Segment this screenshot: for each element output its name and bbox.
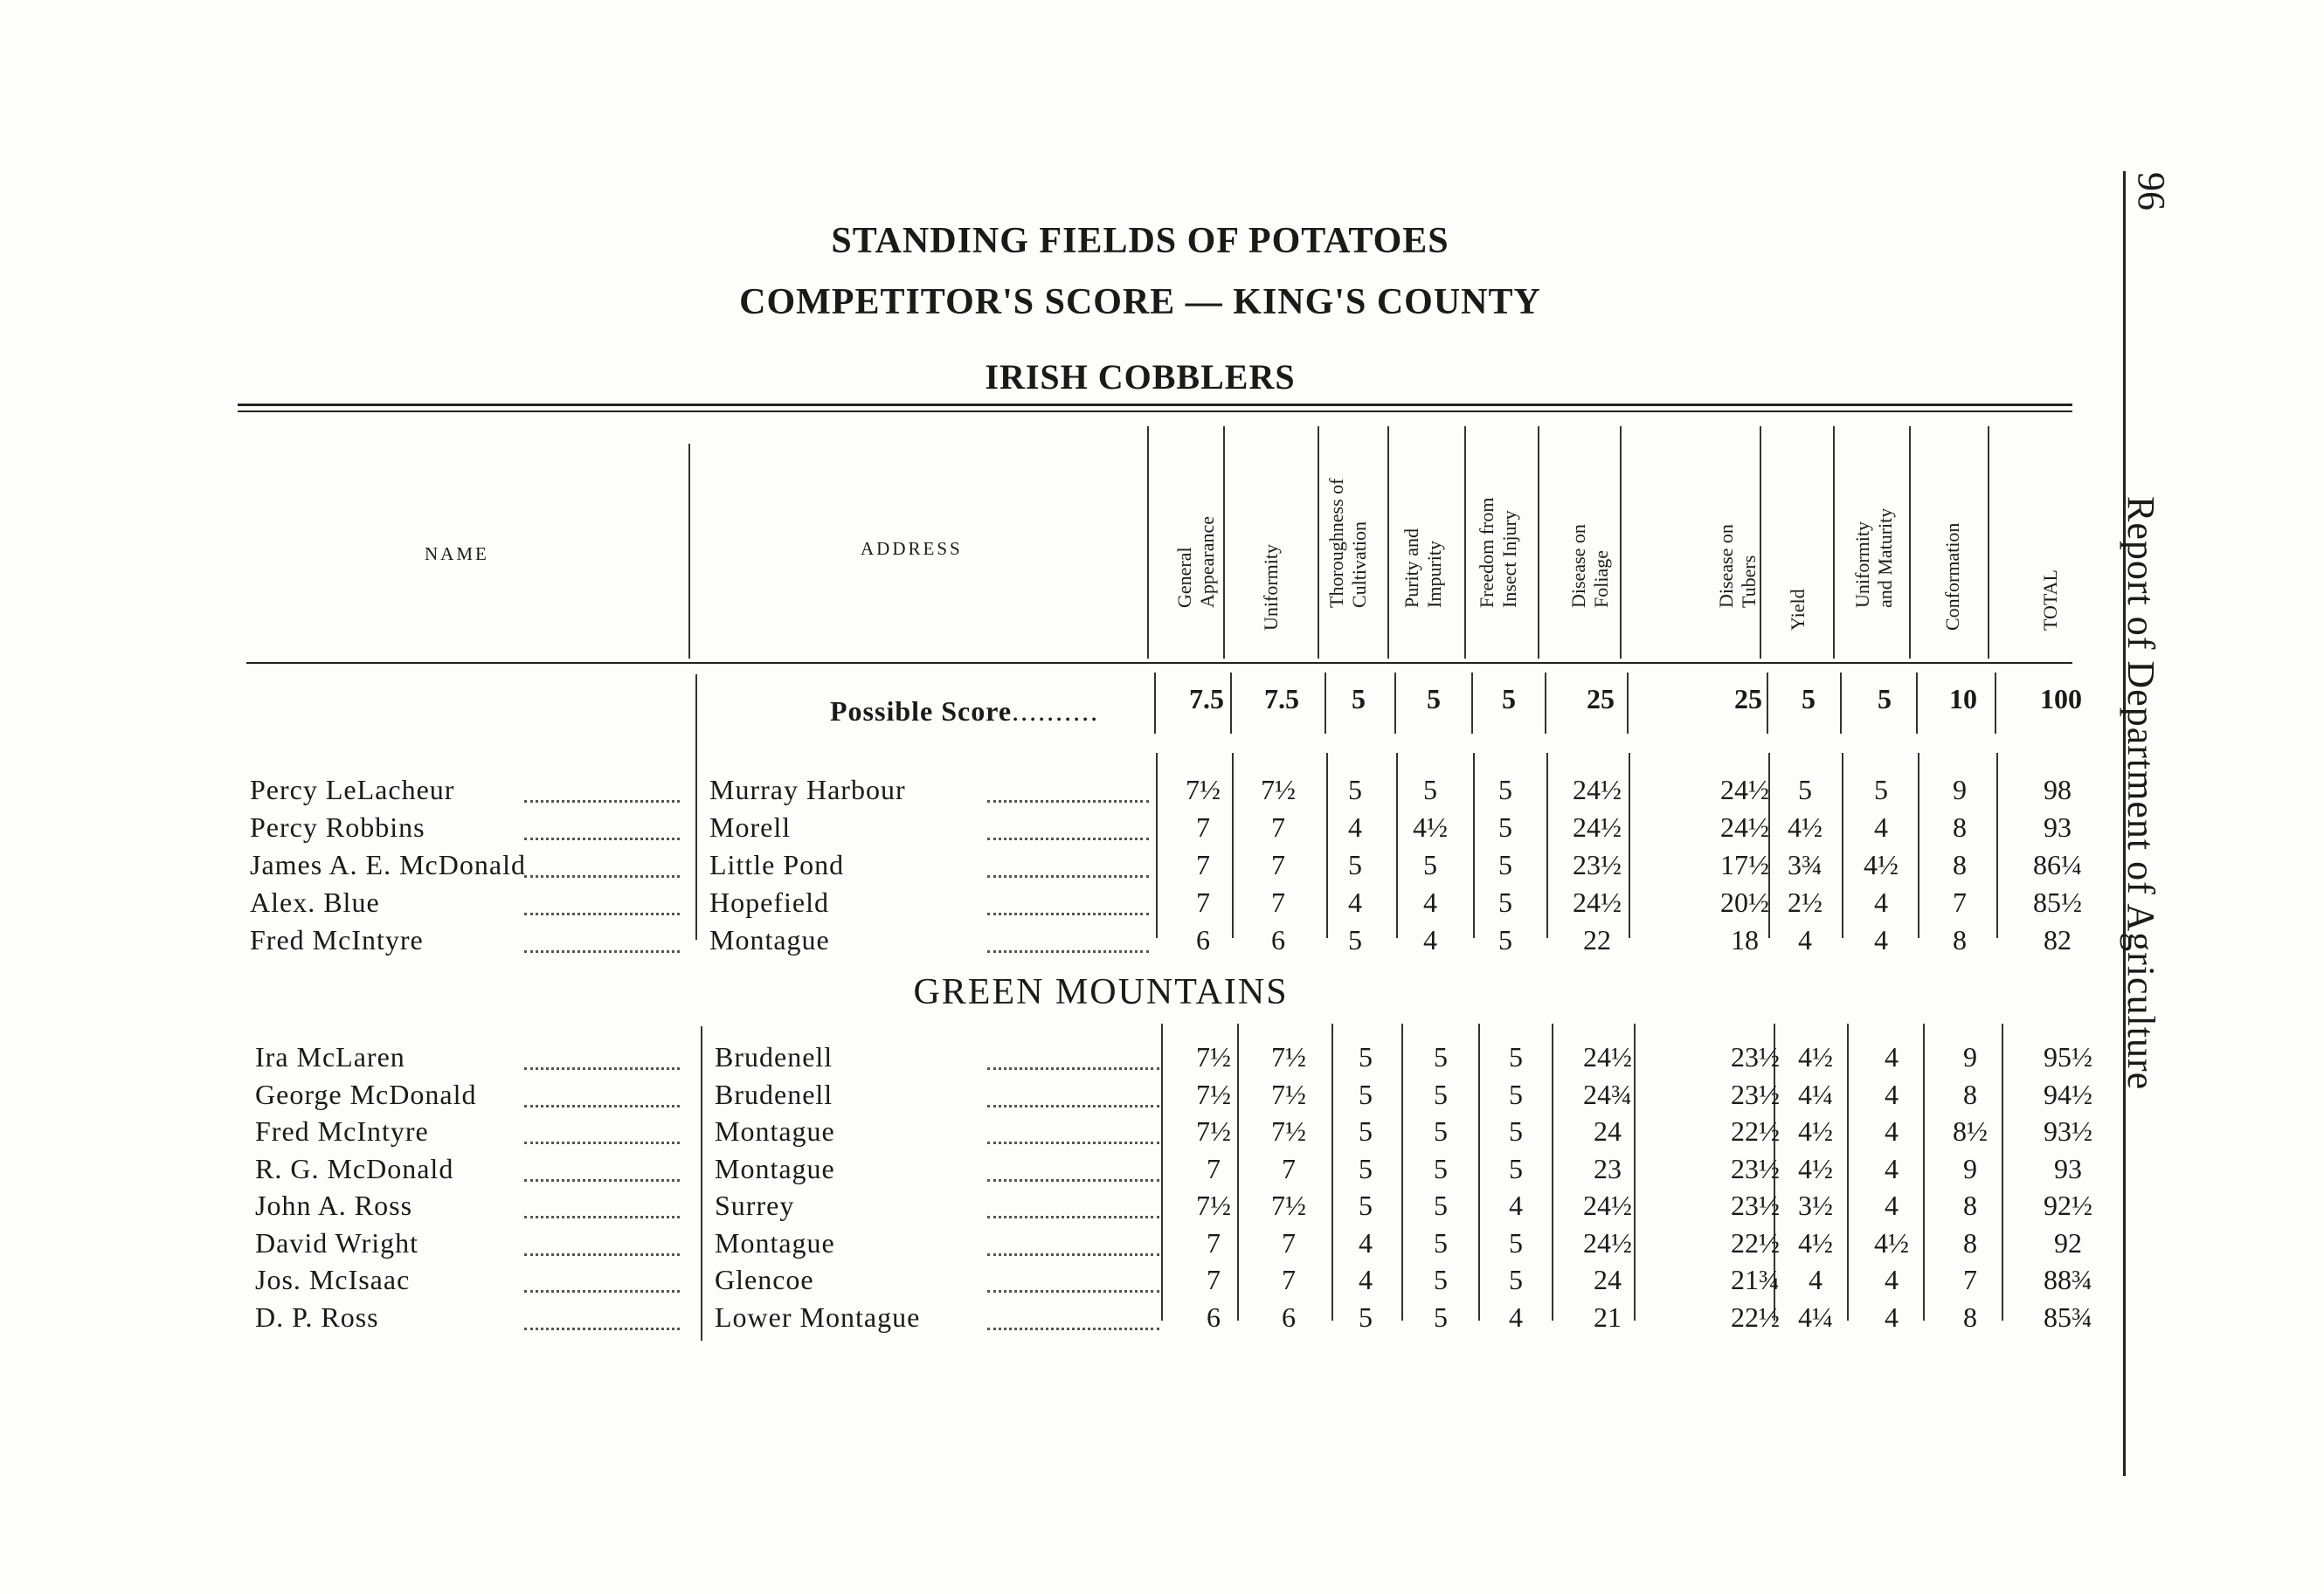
score-cell: 7 — [1196, 887, 1210, 918]
score-cell: 5 — [1509, 1078, 1523, 1110]
leader-dots — [987, 1216, 1159, 1218]
score-cell: 4½ — [1874, 1226, 1909, 1259]
score-cell: 24 — [1594, 1115, 1622, 1147]
score-cell: 4 — [1509, 1301, 1523, 1333]
score-cell: 86¼ — [2033, 849, 2082, 880]
score-cell: 7 — [1282, 1264, 1296, 1295]
column-header-label: Thoroughness of Cultivation — [1325, 478, 1370, 608]
possible-score-cell: 7.5 — [1189, 683, 1224, 714]
leader-dots — [987, 1290, 1159, 1293]
score-cell: 4 — [1359, 1264, 1373, 1295]
score-cell: 22½ — [1731, 1301, 1780, 1333]
leader-dots — [524, 1142, 680, 1144]
address-column-header: ADDRESS — [861, 538, 963, 559]
score-cell: 5 — [1498, 811, 1512, 843]
score-cell: 24½ — [1720, 774, 1769, 805]
score-cell: 3¾ — [1788, 849, 1823, 880]
competitor-address: Little Pond — [709, 849, 845, 880]
name-address-divider-header — [688, 444, 690, 659]
score-cell: 24½ — [1583, 1041, 1632, 1073]
column-divider-section-2-0 — [1161, 1024, 1163, 1321]
score-cell: 6 — [1271, 924, 1285, 956]
variety-heading-green-mountains: GREEN MOUNTAINS — [913, 972, 1289, 1012]
score-cell: 7 — [1271, 849, 1285, 880]
column-divider-header-6 — [1620, 426, 1622, 659]
column-header-7 — [1760, 435, 1836, 653]
score-cell: 22½ — [1731, 1115, 1780, 1147]
score-cell: 8 — [1963, 1078, 1977, 1110]
leader-dots — [987, 800, 1149, 803]
score-cell: 5 — [1359, 1115, 1373, 1147]
score-cell: 5 — [1348, 774, 1362, 805]
score-cell: 5 — [1434, 1115, 1448, 1147]
score-cell: 24½ — [1573, 887, 1622, 918]
column-header-1 — [1234, 435, 1309, 653]
score-cell: 5 — [1498, 849, 1512, 880]
score-cell: 92½ — [2044, 1190, 2092, 1221]
score-cell: 9 — [1953, 774, 1967, 805]
score-cell: 7 — [1207, 1226, 1221, 1259]
score-cell: 4 — [1874, 924, 1888, 956]
score-cell: 5 — [1509, 1041, 1523, 1073]
competitor-name: John A. Ross — [255, 1190, 413, 1221]
score-cell: 85½ — [2033, 887, 2082, 918]
score-cell: 7 — [1196, 811, 1210, 843]
score-cell: 5 — [1434, 1152, 1448, 1184]
leader-dots — [524, 1216, 680, 1218]
score-cell: 8 — [1953, 811, 1967, 843]
column-header-2 — [1311, 435, 1386, 653]
score-cell: 5 — [1423, 774, 1437, 805]
score-cell: 23½ — [1573, 849, 1622, 880]
competitor-name: Jos. McIsaac — [255, 1264, 411, 1295]
score-cell: 5 — [1434, 1041, 1448, 1073]
column-divider-header-5 — [1538, 426, 1539, 659]
score-cell: 5 — [1498, 774, 1512, 805]
score-cell: 5 — [1509, 1226, 1523, 1259]
score-cell: 5 — [1509, 1152, 1523, 1184]
leader-dots — [524, 1105, 680, 1108]
page-title: STANDING FIELDS OF POTATOES — [831, 221, 1449, 261]
score-cell: 24½ — [1573, 811, 1622, 843]
score-cell: 5 — [1434, 1264, 1448, 1295]
competitor-address: Brudenell — [715, 1078, 833, 1110]
score-cell: 23½ — [1731, 1152, 1780, 1184]
score-cell: 94½ — [2044, 1078, 2092, 1110]
competitor-address: Glencoe — [715, 1264, 814, 1295]
score-cell: 8 — [1963, 1301, 1977, 1333]
score-cell: 5 — [1434, 1226, 1448, 1259]
score-cell: 7½ — [1271, 1078, 1306, 1110]
score-cell: 4½ — [1798, 1115, 1833, 1147]
score-cell: 93 — [2044, 811, 2072, 843]
score-cell: 5 — [1434, 1190, 1448, 1221]
competitor-address: Hopefield — [709, 887, 829, 918]
page-subtitle: COMPETITOR'S SCORE — KING'S COUNTY — [739, 282, 1541, 322]
column-divider-header-2 — [1318, 426, 1319, 659]
leader-dots — [524, 800, 680, 803]
score-cell: 22 — [1583, 924, 1611, 956]
score-cell: 4¼ — [1798, 1078, 1833, 1110]
competitor-address: Brudenell — [715, 1041, 833, 1073]
leader-dots — [987, 1142, 1159, 1144]
column-header-10 — [2013, 435, 2088, 653]
competitor-address: Morell — [709, 811, 792, 843]
score-cell: 8 — [1953, 924, 1967, 956]
leader-dots — [987, 950, 1149, 953]
score-cell: 4 — [1509, 1190, 1523, 1221]
column-header-4 — [1461, 435, 1536, 653]
score-cell: 7 — [1282, 1152, 1296, 1184]
column-header-label: Disease on Foliage — [1567, 524, 1612, 608]
header-rule-top — [238, 404, 2072, 406]
score-cell: 3½ — [1798, 1190, 1833, 1221]
possible-score-cell: 5 — [1878, 683, 1892, 714]
score-cell: 5 — [1359, 1152, 1373, 1184]
score-cell: 92 — [2054, 1226, 2082, 1259]
score-cell: 7½ — [1261, 774, 1296, 805]
score-cell: 24½ — [1720, 811, 1769, 843]
score-cell: 7 — [1207, 1152, 1221, 1184]
leader-dots — [524, 1290, 680, 1293]
possible-score-cell: 5 — [1427, 683, 1441, 714]
score-cell: 7½ — [1196, 1115, 1231, 1147]
score-cell: 7 — [1271, 887, 1285, 918]
competitor-address: Lower Montague — [715, 1301, 921, 1333]
column-header-9 — [1915, 435, 1990, 653]
score-cell: 5 — [1348, 849, 1362, 880]
column-divider-header-10 — [1988, 426, 1989, 659]
score-cell: 7½ — [1196, 1078, 1231, 1110]
possible-score-label — [830, 695, 1099, 728]
competitor-name: Fred McIntyre — [250, 924, 424, 956]
leader-dots — [524, 875, 680, 878]
competitor-address: Montague — [709, 924, 830, 956]
score-cell: 4 — [1874, 887, 1888, 918]
score-cell: 24½ — [1583, 1226, 1632, 1259]
score-cell: 4½ — [1798, 1041, 1833, 1073]
column-header-3 — [1386, 435, 1461, 653]
score-cell: 4 — [1885, 1301, 1899, 1333]
leader-dots — [987, 838, 1149, 840]
score-cell: 4 — [1885, 1264, 1899, 1295]
column-divider-header-4 — [1464, 426, 1466, 659]
score-cell: 21¾ — [1731, 1264, 1780, 1295]
column-header-label: Conformation — [1941, 522, 1963, 631]
competitor-address: Murray Harbour — [709, 774, 906, 805]
header-rule-bottom — [246, 662, 2072, 664]
score-cell: 5 — [1348, 924, 1362, 956]
score-cell: 93 — [2054, 1152, 2082, 1184]
variety-heading-irish-cobblers: IRISH COBBLERS — [985, 357, 1296, 397]
score-cell: 21 — [1594, 1301, 1622, 1333]
score-cell: 24¾ — [1583, 1078, 1632, 1110]
score-cell: 23½ — [1731, 1041, 1780, 1073]
score-cell: 7½ — [1196, 1041, 1231, 1073]
column-header-label: Purity and Impurity — [1401, 528, 1445, 608]
competitor-name: James A. E. McDonald — [250, 849, 526, 880]
score-cell: 4½ — [1798, 1152, 1833, 1184]
leader-dots — [987, 1253, 1159, 1256]
possible-score-cell: 25 — [1587, 683, 1615, 714]
score-cell: 5 — [1359, 1301, 1373, 1333]
score-cell: 95½ — [2044, 1041, 2092, 1073]
column-header-label: Disease on Tubers — [1715, 524, 1760, 608]
possible-score-cell: 5 — [1802, 683, 1816, 714]
score-cell: 5 — [1359, 1041, 1373, 1073]
column-header-label: TOTAL — [2039, 569, 2061, 631]
score-cell: 24½ — [1583, 1190, 1632, 1221]
score-cell: 7 — [1271, 811, 1285, 843]
score-cell: 18 — [1731, 924, 1759, 956]
leader-dots — [524, 1067, 680, 1070]
competitor-address: Surrey — [715, 1190, 795, 1221]
leader-dots — [524, 1253, 680, 1256]
score-cell: 23½ — [1731, 1078, 1780, 1110]
competitor-name: Percy LeLacheur — [250, 774, 455, 805]
score-cell: 6 — [1282, 1301, 1296, 1333]
score-cell: 4 — [1423, 924, 1437, 956]
competitor-name: Percy Robbins — [250, 811, 425, 843]
competitor-address: Montague — [715, 1226, 835, 1259]
leader-dots — [987, 1067, 1159, 1070]
score-cell: 82 — [2044, 924, 2072, 956]
score-cell: 23½ — [1731, 1190, 1780, 1221]
score-cell: 5 — [1359, 1190, 1373, 1221]
column-divider-header-8 — [1833, 426, 1835, 659]
column-header-8 — [1836, 435, 1912, 653]
possible-score-cell: 7.5 — [1264, 683, 1299, 714]
score-cell: 4 — [1348, 811, 1362, 843]
score-cell: 4 — [1885, 1078, 1899, 1110]
score-cell: 6 — [1196, 924, 1210, 956]
score-cell: 4 — [1423, 887, 1437, 918]
leader-dots — [987, 875, 1149, 878]
score-cell: 7½ — [1271, 1190, 1306, 1221]
score-cell: 23 — [1594, 1152, 1622, 1184]
score-cell: 5 — [1498, 887, 1512, 918]
name-address-divider-section-2 — [701, 1026, 702, 1341]
score-cell: 5 — [1509, 1264, 1523, 1295]
competitor-name: R. G. McDonald — [255, 1152, 454, 1184]
column-divider-section-1-5 — [1546, 753, 1548, 938]
running-title — [2114, 166, 2167, 1476]
score-cell: 17½ — [1720, 849, 1769, 880]
score-cell: 5 — [1359, 1078, 1373, 1110]
score-cell: 4 — [1885, 1041, 1899, 1073]
score-cell: 7 — [1953, 887, 1967, 918]
header-rule-top-2 — [238, 411, 2072, 412]
score-cell: 24 — [1594, 1264, 1622, 1295]
leader-dots — [987, 1179, 1159, 1182]
score-cell: 4 — [1885, 1190, 1899, 1221]
score-cell: 4 — [1885, 1152, 1899, 1184]
competitor-address: Montague — [715, 1152, 835, 1184]
leader-dots — [987, 1328, 1159, 1330]
leader-dots — [524, 913, 680, 915]
leader-dots — [524, 950, 680, 953]
name-column-header: NAME — [425, 543, 489, 564]
column-divider-header-0 — [1147, 426, 1149, 659]
possible-score-cell: 25 — [1734, 683, 1762, 714]
leader-dots — [987, 1105, 1159, 1108]
score-cell: 7½ — [1271, 1115, 1306, 1147]
score-cell: 4 — [1359, 1226, 1373, 1259]
column-divider-header-3 — [1387, 426, 1389, 659]
possible-score-cell: 10 — [1949, 683, 1977, 714]
column-header-label: Yield — [1787, 589, 1809, 631]
leader-dots — [524, 1179, 680, 1182]
name-address-divider-section-1 — [695, 674, 697, 940]
possible-score-cell: 5 — [1502, 683, 1516, 714]
score-cell: 7 — [1196, 849, 1210, 880]
score-cell: 8 — [1963, 1190, 1977, 1221]
score-cell: 7½ — [1196, 1190, 1231, 1221]
score-cell: 4 — [1874, 811, 1888, 843]
score-cell: 88¾ — [2044, 1264, 2092, 1295]
score-cell: 4 — [1885, 1115, 1899, 1147]
score-cell: 7½ — [1186, 774, 1221, 805]
score-cell: 4¼ — [1798, 1301, 1833, 1333]
score-cell: 5 — [1874, 774, 1888, 805]
score-cell: 4 — [1798, 924, 1812, 956]
leader-dots — [524, 1328, 680, 1330]
column-divider-header-9 — [1909, 426, 1911, 659]
leader-dots — [987, 913, 1149, 915]
score-cell: 9 — [1963, 1152, 1977, 1184]
score-cell: 6 — [1207, 1301, 1221, 1333]
competitor-name: D. P. Ross — [255, 1301, 379, 1333]
score-cell: 5 — [1798, 774, 1812, 805]
competitor-name: Alex. Blue — [250, 887, 380, 918]
score-cell: 4½ — [1413, 811, 1448, 843]
column-header-5 — [1553, 435, 1628, 653]
score-cell: 5 — [1498, 924, 1512, 956]
possible-score-text: Possible Score — [830, 695, 1013, 727]
score-cell: 22½ — [1731, 1226, 1780, 1259]
column-header-label: Freedom from Insect Injury — [1476, 497, 1520, 608]
score-cell: 8 — [1953, 849, 1967, 880]
column-header-label: Uniformity — [1260, 544, 1282, 631]
leader-dots — [524, 838, 680, 840]
score-cell: 4½ — [1788, 811, 1823, 843]
competitor-address: Montague — [715, 1115, 835, 1147]
score-cell: 5 — [1423, 849, 1437, 880]
score-cell: 7½ — [1271, 1041, 1306, 1073]
score-cell: 7 — [1282, 1226, 1296, 1259]
score-cell: 7 — [1207, 1264, 1221, 1295]
score-cell: 93½ — [2044, 1115, 2092, 1147]
column-divider-header-1 — [1223, 426, 1225, 659]
score-cell: 85¾ — [2044, 1301, 2092, 1333]
score-cell: 4 — [1348, 887, 1362, 918]
score-cell: 4½ — [1864, 849, 1899, 880]
score-cell: 9 — [1963, 1041, 1977, 1073]
running-title-text: Report of Department of Agriculture — [2120, 496, 2162, 1091]
score-cell: 7 — [1963, 1264, 1977, 1295]
column-divider-possible-0 — [1154, 673, 1156, 734]
score-cell: 5 — [1509, 1115, 1523, 1147]
possible-score-cell: 100 — [2040, 683, 2082, 714]
score-cell: 24½ — [1573, 774, 1622, 805]
competitor-name: Fred McIntyre — [255, 1115, 429, 1147]
competitor-name: David Wright — [255, 1226, 418, 1259]
score-cell: 4 — [1809, 1264, 1823, 1295]
score-cell: 98 — [2044, 774, 2072, 805]
column-header-label: Uniformity and Maturity — [1851, 507, 1896, 608]
score-cell: 5 — [1434, 1301, 1448, 1333]
column-divider-header-7 — [1760, 426, 1761, 659]
column-divider-section-1-0 — [1156, 753, 1158, 938]
column-header-label: General Appearance — [1173, 515, 1218, 608]
competitor-name: George McDonald — [255, 1078, 477, 1110]
score-cell: 2½ — [1788, 887, 1823, 918]
score-cell: 8½ — [1953, 1115, 1988, 1147]
score-cell: 20½ — [1720, 887, 1769, 918]
score-cell: 8 — [1963, 1226, 1977, 1259]
possible-score-leader: .......... — [1012, 695, 1100, 727]
score-cell: 4½ — [1798, 1226, 1833, 1259]
possible-score-cell: 5 — [1352, 683, 1366, 714]
page-number: 96 — [2130, 172, 2173, 210]
score-cell: 5 — [1434, 1078, 1448, 1110]
competitor-name: Ira McLaren — [255, 1041, 405, 1073]
